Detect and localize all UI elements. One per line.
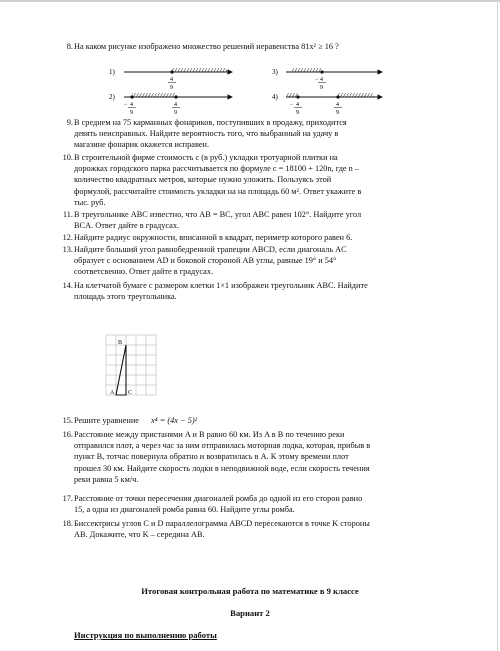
option-1-label: 1) (109, 68, 115, 76)
option-3-label: 3) (272, 68, 278, 76)
option-1-num-bot: 9 (170, 85, 173, 91)
option-4-point-right (336, 95, 339, 98)
option-3-hatch (292, 68, 322, 72)
option-2-label: 2) (109, 93, 115, 101)
option-3-point (320, 70, 323, 73)
option-4-hatch-right (338, 93, 374, 97)
option-2 (109, 93, 232, 116)
option-2-hatch (132, 93, 176, 97)
q14-grid-figure (104, 333, 166, 397)
question-16: 16. Расстояние между пристанями A и B равно 60 км. Из A в B по течению реки отправился плот, а через час за ним отправилась моторная лодка, которая, прибыв в пункт B, тотчас повернула обратно и возвратилась в A. К этому времени плот прошел 30 км. Найдите скорость лодки в неподвижной воде, если скорость течения реки равна 5 км/ч. (62, 430, 371, 484)
svg-text:−: − (124, 102, 128, 108)
svg-text:−: − (315, 77, 319, 83)
svg-text:4: 4 (320, 77, 323, 83)
variant-heading: Вариант 2 (230, 608, 270, 618)
option-1 (109, 68, 232, 91)
option-3 (272, 68, 382, 91)
vertex-label-a: A (110, 390, 115, 396)
svg-text:9: 9 (336, 110, 339, 116)
svg-text:9: 9 (130, 110, 133, 116)
question-10: 10. В строительной фирме стоимость с (в руб.) укладки тротуарной плитки на дорожках городского парка рассчитывается по формуле c = 18100 + 120n, где n – количество квадратных метров, которые нужно уложить. Пользуясь этой формулой, рассчитайте стоимость укладки на на площадь 60 м². Ответ укажите в тыс. руб. (62, 153, 362, 207)
option-4-point-left (296, 95, 299, 98)
option-4-label: 4) (272, 93, 278, 101)
question-8: 8. На каком рисунке изображено множество решений неравенства 81x² ≥ 16 ? (66, 42, 339, 51)
svg-text:9: 9 (174, 110, 177, 116)
question-11: 11. В треугольнике ABC известно, что AB = BC, угол ABC равен 102°. Найдите угол BCA. Ответ дайте в градусах. (62, 210, 362, 231)
grid-lines (106, 335, 156, 395)
svg-text:9: 9 (320, 85, 323, 91)
exam-title: Итоговая контрольная работа по математике в 9 классе (141, 586, 359, 596)
svg-text:4: 4 (130, 102, 133, 108)
question-17: 17. Расстояние от точки пересечения диагоналей ромба до одной из его сторон равно 15, а одна из диагоналей ромба равна 60. Найдите углы ромба. (62, 494, 363, 515)
svg-text:9: 9 (296, 110, 299, 116)
svg-text:4: 4 (336, 102, 339, 108)
q8-number-lines (0, 0, 500, 120)
instruction-heading: Инструкция по выполнению работы (74, 630, 217, 640)
svg-text:4: 4 (296, 102, 299, 108)
equation: x⁴ = (4x − 5)² (151, 416, 198, 425)
svg-text:4: 4 (174, 102, 177, 108)
vertex-label-c: C (128, 390, 133, 396)
question-15: 15. Решите уравнение x⁴ = (4x − 5)² (62, 416, 198, 425)
option-1-hatch (172, 68, 227, 72)
svg-text:−: − (290, 102, 294, 108)
question-18: 18. Биссектрисы углов C и D параллелограмма ABCD пересекаются в точке K стороны AB. Докажите, что K – середина AB. (62, 519, 370, 540)
option-4 (272, 93, 382, 116)
option-2-point-right (174, 95, 177, 98)
option-2-point-left (130, 95, 133, 98)
option-4-hatch-left (286, 93, 298, 97)
triangle-abc (116, 345, 126, 395)
option-1-num-top: 4 (170, 77, 173, 83)
vertex-label-b: B (118, 340, 123, 346)
option-1-point (170, 70, 173, 73)
question-9: 9. В среднем на 75 карманных фонариков, поступивших в продажу, приходится девять неисправных. Найдите вероятность того, что выбранный на удачу в магазине фонарик окажется исправен. (66, 118, 347, 150)
question-14: 14. На клетчатой бумаге с размером клетки 1×1 изображен треугольник ABC. Найдите площадь этого треугольника. (62, 281, 368, 302)
question-12: 12. Найдите радиус окружности, вписанной в квадрат, периметр которого равен 6. (62, 233, 353, 242)
question-13: 13. Найдите больший угол равнобедренной трапеции ABCD, если диагональ AC образует с основанием AD и боковой стороной AB углы, равные 19° и 54° соответсвенно. Ответ дайте в градусах. (62, 245, 347, 277)
